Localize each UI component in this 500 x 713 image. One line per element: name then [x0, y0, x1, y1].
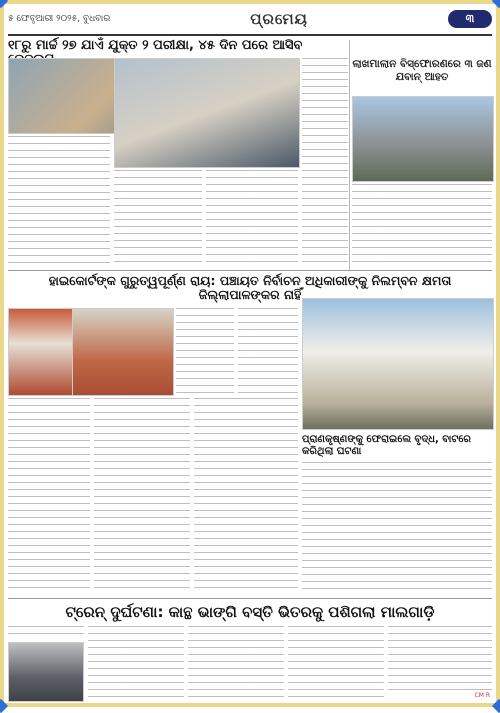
story3-photo-court	[72, 308, 174, 396]
story4-photo	[302, 298, 494, 430]
story1-body-col3	[206, 170, 298, 268]
story3-photo	[8, 308, 74, 396]
page-number: ୩	[448, 10, 492, 28]
page-header	[8, 6, 492, 32]
story3-body-col1	[8, 398, 90, 594]
story5-body-col2	[188, 626, 284, 698]
story3-body-col3	[176, 308, 234, 394]
story3-body-col4	[194, 398, 298, 594]
story2-photo	[352, 96, 494, 182]
story5-body-col1	[88, 626, 184, 698]
story1-body-col4	[302, 58, 348, 268]
header-rule	[8, 34, 492, 36]
column-divider	[349, 40, 350, 270]
story3-body-col2	[94, 398, 190, 594]
story4-subheadline: ପ୍ରାଣକୃଷ୍ଣଙ୍କୁ ଫେରାଇଲେ ବୃଦ୍ଧ, ବାଟରେ କରିଥିଲା ଘଟଣା	[302, 434, 471, 457]
story1-body-col2	[114, 170, 202, 268]
issue-date: ୫ ଫେବୃଆରୀ ୨୦୨୫, ବୁଧବାର	[8, 14, 111, 24]
story5-intro	[8, 626, 84, 640]
story5-body-col3	[288, 626, 384, 698]
story1-headline: ୧୮ରୁ ମାର୍ଚ୍ଚ ୨୭ ଯାଏଁ ଯୁକ୍ତ ୨ ପରୀକ୍ଷା, ୪୫ ଦିନ ପରେ ଆସିବ	[8, 38, 303, 53]
story5-body-col4	[388, 626, 492, 690]
story5-photo	[8, 642, 84, 702]
footer-tag: CM R	[474, 692, 490, 699]
section-divider	[8, 598, 492, 599]
newspaper-logo: ପ୍ରମେୟ	[250, 10, 308, 28]
story2-headline: ଲାଖମାଲାନ ବିସ୍ଫୋରଣରେ ୩ ଜଣ ଯବାନ୍ ଆହତ	[352, 58, 492, 84]
story3-headline: ହାଇକୋର୍ଟଙ୍କ ଗୁରୁତ୍ୱପୂର୍ଣ୍ଣ ରାୟ: ପଞ୍ଚାୟତ ନିର୍ବାଚନ ଅଧିକାରୀଙ୍କୁ ନିଲମ୍ବନ କ୍ଷମତା ଜିଲ୍ଲାପାଳଙ୍କର ନାହିଁ	[48, 273, 452, 302]
story4-body	[302, 462, 492, 594]
story1-photo-main	[114, 58, 300, 168]
story2-body	[352, 184, 492, 268]
story5-headline: ଟ୍ରେନ୍ ଦୁର୍ଘଟଣା: କାନ୍ଥ ଭାଙ୍ଗି ବସ୍ତି ଭିତରକୁ ପଶିଗଲା ମାଲଗାଡ଼ି	[65, 603, 435, 621]
story1-body-col1	[8, 136, 110, 268]
story3-body-col5	[238, 308, 298, 394]
section-divider	[8, 270, 492, 271]
